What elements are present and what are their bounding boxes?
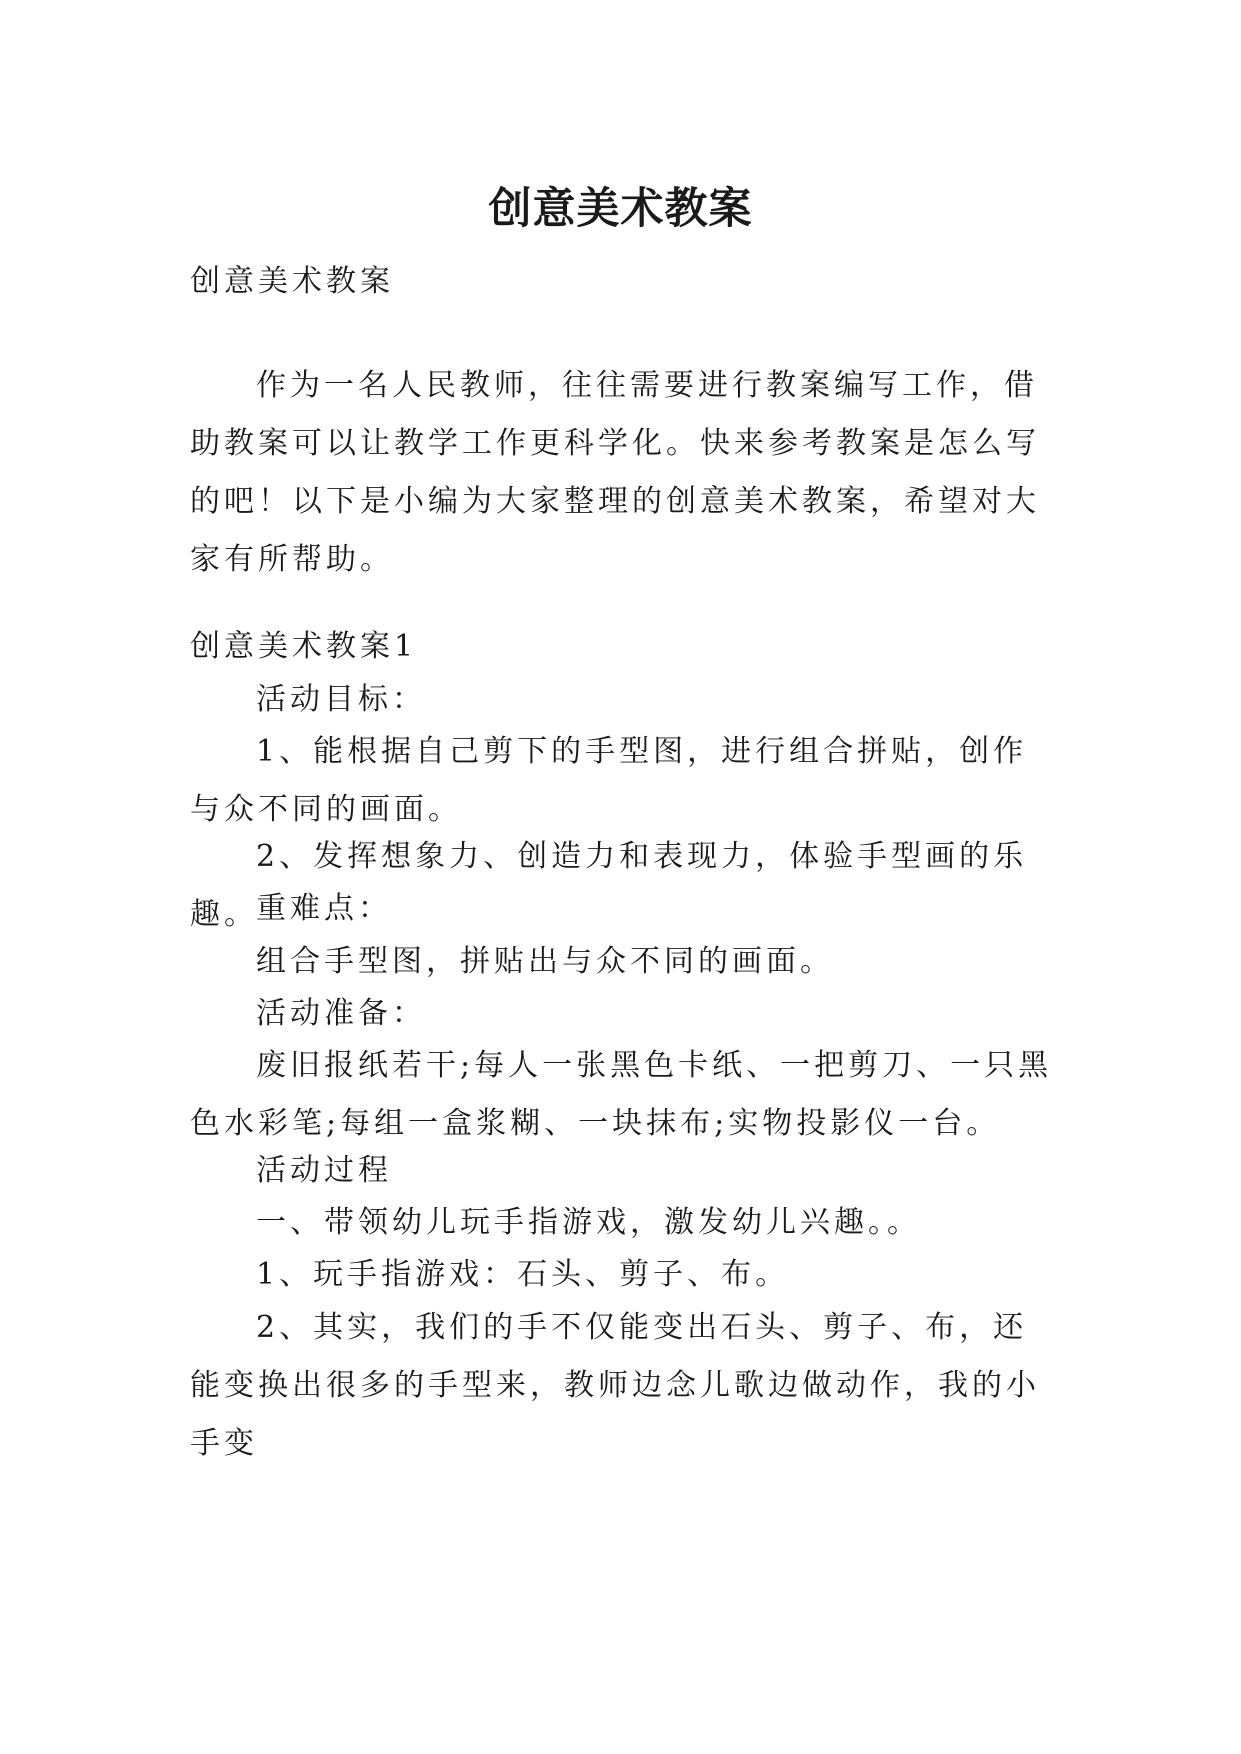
intro-paragraph: 作为一名人民教师，往往需要进行教案编写工作，借助教案可以让教学工作更科学化。快来参考教案是怎么写的吧！以下是小编为大家整理的创意美术教案，希望对大家有所帮助。 (190, 368, 1040, 577)
process-step-1: 一、带领幼儿玩手指游戏，激发幼儿兴趣。。 (256, 1205, 921, 1240)
document-subtitle: 创意美术教案 (190, 264, 394, 299)
process-step-1-2: 2、其实，我们的手不仅能变出石头、剪子、布，还能变换出很多的手型来，教师边念儿歌边做动作，我的小手变 (190, 1310, 1040, 1461)
goal-item-2: 2、发挥想象力、创造力和表现力，体验手型画的乐趣。 (190, 839, 1028, 932)
document-title: 创意美术教案 (488, 183, 753, 234)
goal-item-1: 1、能根据自己剪下的手型图，进行组合拼贴，创作与众不同的画面。 (190, 734, 1028, 827)
goals-label: 活动目标： (256, 682, 426, 717)
process-label: 活动过程 (256, 1153, 392, 1188)
process-step-1-1: 1、玩手指游戏：石头、剪子、布。 (256, 1257, 790, 1292)
prep-label: 活动准备： (256, 996, 426, 1031)
section-heading: 创意美术教案1 (190, 629, 418, 664)
prep-text: 废旧报纸若干;每人一张黑色卡纸、一把剪刀、一只黑色水彩笔;每组一盒浆糊、一块抹布;实物投影仪一台。 (190, 1048, 1053, 1141)
key-points-text: 组合手型图，拼贴出与众不同的画面。 (256, 944, 834, 979)
key-points-label: 重难点： (256, 891, 392, 926)
